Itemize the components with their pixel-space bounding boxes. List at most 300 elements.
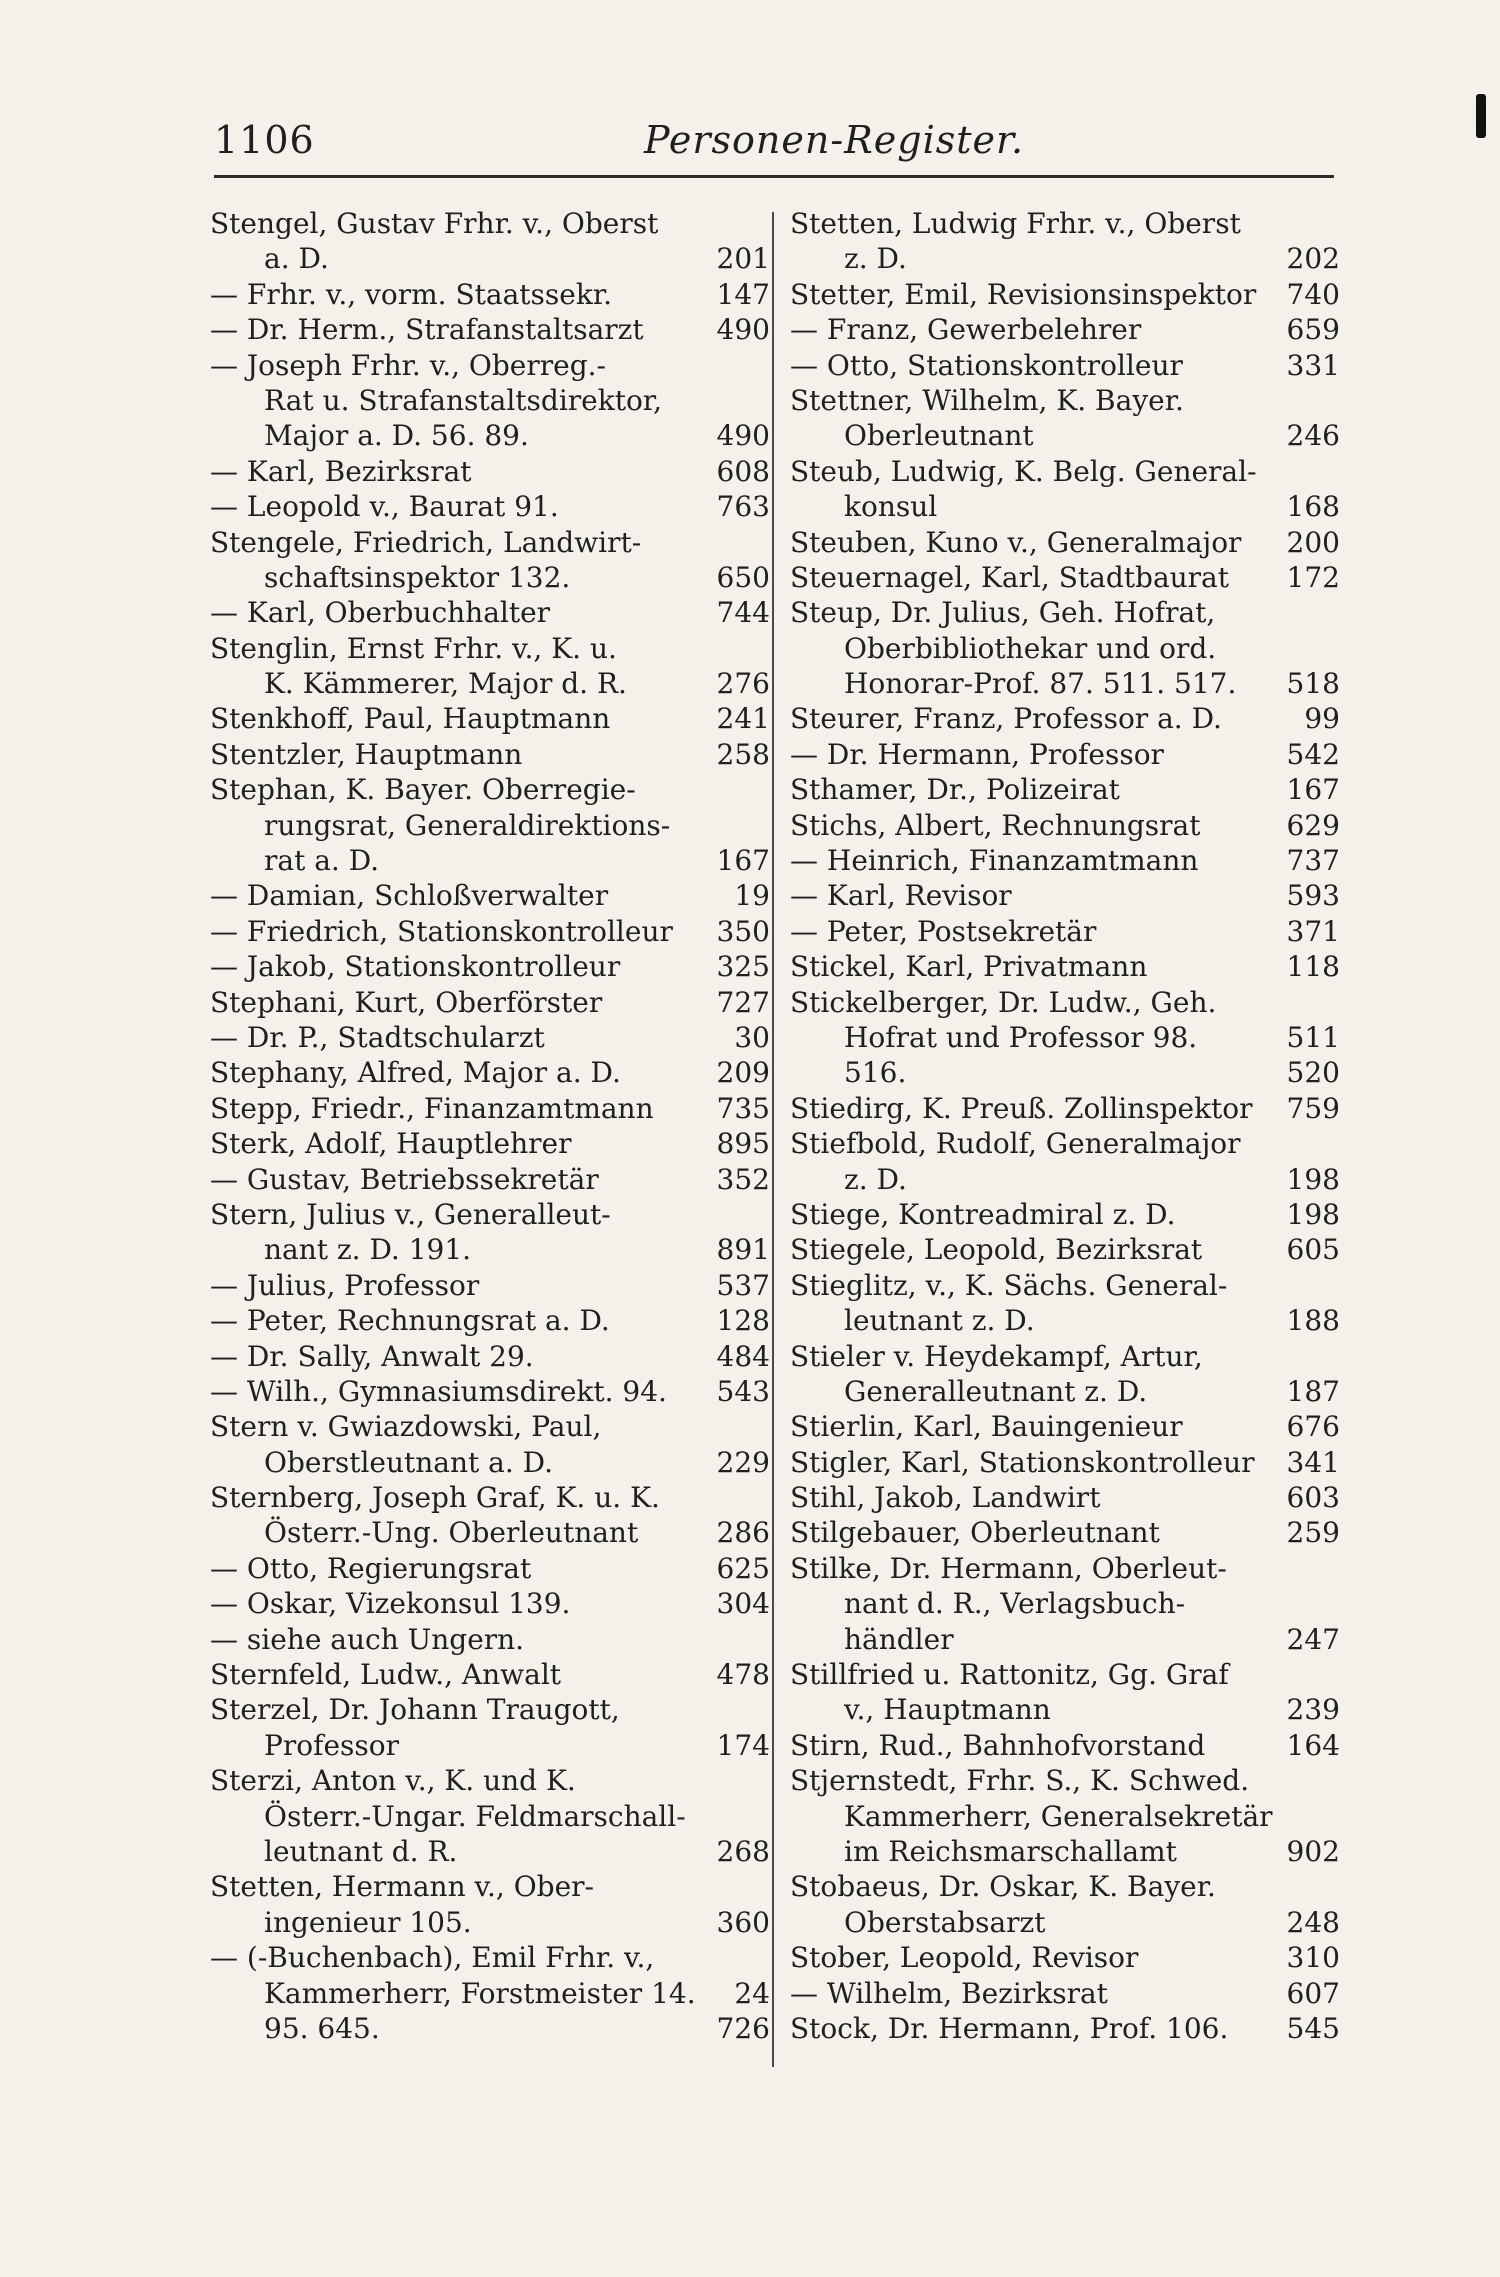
entry-text: Stetten, Hermann v., Ober- — [210, 1870, 594, 1904]
entry-line — [210, 1480, 770, 1515]
index-entry — [210, 1586, 770, 1621]
entry-text: nant d. R., Verlagsbuch- — [844, 1587, 1186, 1621]
entry-text: — Dr. Sally, Anwalt 29. — [210, 1339, 534, 1373]
page-reference: 737 — [1286, 844, 1340, 878]
entry-line — [790, 1162, 1340, 1197]
entry-text: — Wilh., Gymnasiumsdirekt. 94. — [210, 1374, 667, 1408]
entry-text: Stock, Dr. Hermann, Prof. 106. — [790, 2011, 1229, 2045]
index-column-right — [790, 206, 1340, 2046]
page-reference: 174 — [716, 1728, 770, 1762]
page-reference: 187 — [1286, 1374, 1340, 1408]
page-reference: 310 — [1286, 1941, 1340, 1975]
entry-line — [210, 985, 770, 1020]
entry-line — [790, 1551, 1340, 1586]
entry-line — [790, 1905, 1340, 1940]
entry-text: Sthamer, Dr., Polizeirat — [790, 773, 1120, 807]
index-entry — [790, 949, 1340, 984]
page-reference: 19 — [734, 879, 770, 913]
entry-line — [790, 383, 1340, 418]
entry-line — [790, 808, 1340, 843]
index-entry — [210, 914, 770, 949]
entry-line — [790, 1728, 1340, 1763]
entry-text: Oberbibliothekar und ord. — [844, 631, 1217, 665]
entry-line — [790, 1055, 1340, 1090]
page-reference: 902 — [1286, 1834, 1340, 1868]
entry-line — [210, 949, 770, 984]
entry-text: Stern, Julius v., Generalleut- — [210, 1197, 611, 1231]
entry-line — [210, 454, 770, 489]
entry-line — [210, 241, 770, 276]
page-reference: 593 — [1286, 879, 1340, 913]
page-reference: 241 — [716, 702, 770, 736]
entry-text: im Reichsmarschallamt — [844, 1834, 1177, 1868]
index-entry — [790, 1126, 1340, 1197]
page-reference: 360 — [716, 1905, 770, 1939]
entry-text: Stober, Leopold, Revisor — [790, 1941, 1139, 1975]
page-title: Personen-Register. — [644, 118, 1025, 162]
entry-text: Steurer, Franz, Professor a. D. — [790, 702, 1222, 736]
page-reference: 605 — [1286, 1233, 1340, 1267]
page-reference: 543 — [716, 1374, 770, 1408]
entry-line — [210, 1409, 770, 1444]
page-reference: 24 — [734, 1976, 770, 2010]
entry-line — [210, 1126, 770, 1161]
index-entry — [210, 772, 770, 878]
page-reference: 164 — [1286, 1728, 1340, 1762]
page-reference: 201 — [716, 242, 770, 276]
index-entry — [210, 1551, 770, 1586]
entry-text: Stihl, Jakob, Landwirt — [790, 1481, 1101, 1515]
entry-line — [210, 631, 770, 666]
index-entry — [210, 1268, 770, 1303]
entry-text: Oberleutnant — [844, 419, 1034, 453]
entry-line — [210, 1055, 770, 1090]
entry-text: Stephan, K. Bayer. Oberregie- — [210, 773, 636, 807]
entry-text: — Karl, Revisor — [790, 879, 1012, 913]
entry-line — [790, 631, 1340, 666]
page-reference: 118 — [1286, 950, 1340, 984]
entry-line — [210, 312, 770, 347]
entry-line — [790, 1374, 1340, 1409]
entry-line — [790, 418, 1340, 453]
entry-line — [210, 1799, 770, 1834]
entry-text: — Karl, Oberbuchhalter — [210, 596, 551, 630]
page-reference: 246 — [1286, 419, 1340, 453]
page-reference: 172 — [1286, 560, 1340, 594]
entry-line — [790, 454, 1340, 489]
page-reference: 188 — [1286, 1304, 1340, 1338]
page-reference: 607 — [1286, 1976, 1340, 2010]
entry-text: Stieglitz, v., K. Sächs. General- — [790, 1268, 1228, 1302]
entry-text: Stenkhoff, Paul, Hauptmann — [210, 702, 611, 736]
entry-line — [210, 1445, 770, 1480]
page-reference: 248 — [1286, 1905, 1340, 1939]
index-entry — [790, 1869, 1340, 1940]
entry-line — [210, 1728, 770, 1763]
index-entry — [210, 1940, 770, 2046]
index-entry — [210, 1303, 770, 1338]
entry-text: Steub, Ludwig, K. Belg. General- — [790, 454, 1257, 488]
entry-text: — Franz, Gewerbelehrer — [790, 313, 1142, 347]
entry-text: Stetter, Emil, Revisionsinspektor — [790, 277, 1257, 311]
index-entry — [790, 1976, 1340, 2011]
page-reference: 891 — [716, 1233, 770, 1267]
entry-text: konsul — [844, 490, 938, 524]
entry-line — [210, 1586, 770, 1621]
index-entry — [790, 312, 1340, 347]
page-reference: 740 — [1286, 277, 1340, 311]
index-entry — [210, 525, 770, 596]
page-reference: 325 — [716, 950, 770, 984]
entry-line — [790, 1091, 1340, 1126]
entry-line — [210, 595, 770, 630]
entry-line — [210, 1374, 770, 1409]
page-reference: 30 — [734, 1020, 770, 1054]
index-entry — [210, 878, 770, 913]
page-reference: 744 — [716, 596, 770, 630]
page-reference: 629 — [1286, 808, 1340, 842]
index-entry — [790, 348, 1340, 383]
entry-text: a. D. — [264, 242, 329, 276]
page-reference: 268 — [716, 1834, 770, 1868]
page-reference: 331 — [1286, 348, 1340, 382]
entry-line — [790, 489, 1340, 524]
entry-line — [790, 525, 1340, 560]
column-divider — [772, 212, 774, 2067]
entry-line — [790, 1445, 1340, 1480]
entry-text: Stephany, Alfred, Major a. D. — [210, 1056, 621, 1090]
page-reference: 484 — [716, 1339, 770, 1373]
page-reference: 258 — [716, 737, 770, 771]
entry-line — [210, 666, 770, 701]
entry-line — [790, 206, 1340, 241]
index-column-left — [210, 206, 770, 2046]
page-reference: 99 — [1304, 702, 1340, 736]
entry-line — [790, 914, 1340, 949]
page-reference: 895 — [716, 1127, 770, 1161]
page-reference: 167 — [1286, 773, 1340, 807]
entry-text: Stickel, Karl, Privatmann — [790, 950, 1148, 984]
page-reference: 202 — [1286, 242, 1340, 276]
edge-mark — [1476, 94, 1486, 138]
page-reference: 147 — [716, 277, 770, 311]
page-reference: 518 — [1286, 667, 1340, 701]
index-entry — [210, 1126, 770, 1161]
index-entry — [210, 1374, 770, 1409]
page-reference: 167 — [716, 844, 770, 878]
page-reference: 511 — [1286, 1020, 1340, 1054]
entry-text: Oberstabsarzt — [844, 1905, 1046, 1939]
index-entry — [790, 383, 1340, 454]
entry-text: — siehe auch Ungern. — [210, 1622, 525, 1656]
entry-text: Stillfried u. Rattonitz, Gg. Graf — [790, 1658, 1229, 1692]
page-reference: 659 — [1286, 313, 1340, 347]
page-reference: 520 — [1286, 1056, 1340, 1090]
entry-line — [790, 1622, 1340, 1657]
index-entry — [790, 772, 1340, 807]
entry-text: Sterzel, Dr. Johann Traugott, — [210, 1693, 620, 1727]
entry-line — [790, 878, 1340, 913]
entry-line — [790, 737, 1340, 772]
page-reference: 603 — [1286, 1481, 1340, 1515]
entry-text: rungsrat, Generaldirektions- — [264, 808, 671, 842]
index-entry — [210, 985, 770, 1020]
entry-text: Stirn, Rud., Bahnhofvorstand — [790, 1728, 1206, 1762]
entry-text: — Joseph Frhr. v., Oberreg.- — [210, 348, 607, 382]
index-entry — [210, 595, 770, 630]
index-entry — [790, 560, 1340, 595]
index-entry — [210, 1869, 770, 1940]
index-entry — [210, 277, 770, 312]
page-header — [214, 118, 1334, 168]
entry-line — [790, 1692, 1340, 1727]
page-reference: 490 — [716, 419, 770, 453]
page-reference: 259 — [1286, 1516, 1340, 1550]
index-entry — [790, 1409, 1340, 1444]
page-reference: 726 — [716, 2011, 770, 2045]
entry-text: — Friedrich, Stationskontrolleur — [210, 914, 673, 948]
index-entry — [790, 1728, 1340, 1763]
index-entry — [790, 1940, 1340, 1975]
entry-text: schaftsinspektor 132. — [264, 560, 571, 594]
entry-line — [210, 843, 770, 878]
entry-text: Sterzi, Anton v., K. und K. — [210, 1764, 576, 1798]
entry-text: — Karl, Bezirksrat — [210, 454, 472, 488]
entry-line — [790, 348, 1340, 383]
entry-text: Stengel, Gustav Frhr. v., Oberst — [210, 207, 659, 240]
entry-line — [210, 1763, 770, 1798]
entry-line — [790, 1515, 1340, 1550]
entry-line — [210, 1268, 770, 1303]
entry-line — [210, 2011, 770, 2046]
entry-text: — Dr. P., Stadtschularzt — [210, 1020, 545, 1054]
index-entry — [210, 1091, 770, 1126]
entry-text: Stern v. Gwiazdowski, Paul, — [210, 1410, 602, 1444]
entry-text: händler — [844, 1622, 954, 1656]
page-reference: 735 — [716, 1091, 770, 1125]
page-reference: 168 — [1286, 490, 1340, 524]
entry-text: leutnant z. D. — [844, 1304, 1035, 1338]
index-entry — [210, 631, 770, 702]
page-reference: 247 — [1286, 1622, 1340, 1656]
index-entry — [790, 1339, 1340, 1410]
entry-line — [790, 1232, 1340, 1267]
index-entry — [790, 1445, 1340, 1480]
index-entry — [790, 1268, 1340, 1339]
page-reference: 239 — [1286, 1693, 1340, 1727]
index-entry — [790, 2011, 1340, 2046]
index-entry — [790, 985, 1340, 1091]
entry-text: 516. — [844, 1056, 907, 1090]
page-reference: 478 — [716, 1658, 770, 1692]
entry-line — [790, 312, 1340, 347]
entry-text: — Otto, Stationskontrolleur — [790, 348, 1183, 382]
entry-line — [210, 1869, 770, 1904]
entry-text: Stigler, Karl, Stationskontrolleur — [790, 1445, 1255, 1479]
entry-line — [790, 701, 1340, 736]
entry-text: Stiedirg, K. Preuß. Zollinspektor — [790, 1091, 1253, 1125]
index-entry — [790, 1197, 1340, 1232]
index-entry — [790, 914, 1340, 949]
index-entry — [790, 454, 1340, 525]
index-entry — [210, 206, 770, 277]
entry-line — [210, 277, 770, 312]
entry-line — [790, 1940, 1340, 1975]
page-reference: 542 — [1286, 737, 1340, 771]
entry-text: Hofrat und Professor 98. — [844, 1020, 1198, 1054]
entry-line — [210, 1303, 770, 1338]
entry-text: Stobaeus, Dr. Oskar, K. Bayer. — [790, 1870, 1216, 1904]
entry-line — [210, 1940, 770, 1975]
entry-text: Stetten, Ludwig Frhr. v., Oberst — [790, 207, 1241, 240]
entry-text: Österr.-Ung. Oberleutnant — [264, 1516, 639, 1550]
page-reference: 286 — [716, 1516, 770, 1550]
entry-text: Stierlin, Karl, Bauingenieur — [790, 1410, 1183, 1444]
entry-text: Kammerherr, Generalsekretär — [844, 1799, 1273, 1833]
entry-line — [210, 348, 770, 383]
entry-text: Stjernstedt, Frhr. S., K. Schwed. — [790, 1764, 1250, 1798]
index-entry — [210, 1197, 770, 1268]
entry-text: Stickelberger, Dr. Ludw., Geh. — [790, 985, 1217, 1019]
page-reference: 128 — [716, 1304, 770, 1338]
entry-text: Steup, Dr. Julius, Geh. Hofrat, — [790, 596, 1216, 630]
entry-text: — Dr. Hermann, Professor — [790, 737, 1164, 771]
entry-line — [790, 949, 1340, 984]
entry-text: — Julius, Professor — [210, 1268, 480, 1302]
entry-text: Stilgebauer, Oberleutnant — [790, 1516, 1160, 1550]
entry-text: Steuernagel, Karl, Stadtbaurat — [790, 560, 1230, 594]
entry-text: Sternberg, Joseph Graf, K. u. K. — [210, 1481, 660, 1515]
entry-line — [210, 1834, 770, 1869]
page-reference: 608 — [716, 454, 770, 488]
entry-text: — Peter, Rechnungsrat a. D. — [210, 1304, 610, 1338]
index-entry — [210, 312, 770, 347]
entry-text: — Peter, Postsekretär — [790, 914, 1097, 948]
index-entry — [210, 1339, 770, 1374]
entry-text: Generalleutnant z. D. — [844, 1374, 1148, 1408]
index-entry — [210, 489, 770, 524]
entry-line — [210, 1551, 770, 1586]
page-reference: 759 — [1286, 1091, 1340, 1125]
entry-text: Honorar-Prof. 87. 511. 517. — [844, 667, 1237, 701]
page-reference: 198 — [1286, 1197, 1340, 1231]
entry-line — [790, 595, 1340, 630]
index-entry — [210, 701, 770, 736]
page-reference: 276 — [716, 667, 770, 701]
entry-text: Stettner, Wilhelm, K. Bayer. — [790, 383, 1184, 417]
entry-text: Österr.-Ungar. Feldmarschall- — [264, 1799, 686, 1833]
index-entry — [790, 737, 1340, 772]
entry-line — [210, 418, 770, 453]
index-entry — [210, 737, 770, 772]
index-entry — [790, 1551, 1340, 1657]
entry-line — [790, 1126, 1340, 1161]
entry-text: Stiegele, Leopold, Bezirksrat — [790, 1233, 1203, 1267]
entry-line — [210, 1692, 770, 1727]
page-reference: 198 — [1286, 1162, 1340, 1196]
entry-text: ingenieur 105. — [264, 1905, 472, 1939]
entry-text: v., Hauptmann — [844, 1693, 1051, 1727]
index-entry — [790, 595, 1340, 701]
page-reference: 490 — [716, 313, 770, 347]
entry-line — [790, 241, 1340, 276]
entry-text: Stiefbold, Rudolf, Generalmajor — [790, 1127, 1241, 1161]
entry-text: — Wilhelm, Bezirksrat — [790, 1976, 1108, 2010]
index-entry — [790, 701, 1340, 736]
index-entry — [790, 1091, 1340, 1126]
entry-line — [790, 560, 1340, 595]
entry-line — [210, 1091, 770, 1126]
entry-line — [790, 1020, 1340, 1055]
index-entry — [210, 1162, 770, 1197]
entry-line — [210, 1020, 770, 1055]
entry-text: — Otto, Regierungsrat — [210, 1551, 532, 1585]
entry-text: Stengele, Friedrich, Landwirt- — [210, 525, 642, 559]
entry-line — [210, 560, 770, 595]
entry-text: Stenglin, Ernst Frhr. v., K. u. — [210, 631, 617, 665]
entry-line — [210, 489, 770, 524]
page-reference: 625 — [716, 1551, 770, 1585]
header-rule — [214, 175, 1334, 178]
entry-text: — Heinrich, Finanzamtmann — [790, 844, 1199, 878]
entry-line — [210, 1197, 770, 1232]
entry-text: Stepp, Friedr., Finanzamtmann — [210, 1091, 654, 1125]
index-entry — [790, 1763, 1340, 1869]
page-reference: 537 — [716, 1268, 770, 1302]
entry-text: — Frhr. v., vorm. Staatssekr. — [210, 277, 613, 311]
entry-text: Professor — [264, 1728, 399, 1762]
entry-line — [210, 914, 770, 949]
entry-line — [210, 878, 770, 913]
page-reference: 676 — [1286, 1410, 1340, 1444]
entry-text: nant z. D. 191. — [264, 1233, 472, 1267]
entry-line — [210, 206, 770, 241]
index-entry — [790, 525, 1340, 560]
entry-line — [790, 277, 1340, 312]
index-entry — [790, 878, 1340, 913]
entry-text: — Jakob, Stationskontrolleur — [210, 950, 621, 984]
index-entry — [210, 1763, 770, 1869]
entry-line — [210, 772, 770, 807]
entry-line — [210, 808, 770, 843]
page-reference: 200 — [1286, 525, 1340, 559]
entry-text: Stentzler, Hauptmann — [210, 737, 523, 771]
entry-line — [790, 1799, 1340, 1834]
page-reference: 650 — [716, 560, 770, 594]
entry-line — [210, 383, 770, 418]
entry-text: z. D. — [844, 1162, 907, 1196]
entry-text: leutnant d. R. — [264, 1834, 458, 1868]
index-entry — [210, 1020, 770, 1055]
entry-line — [790, 1268, 1340, 1303]
entry-text: — Dr. Herm., Strafanstaltsarzt — [210, 313, 644, 347]
entry-line — [790, 1976, 1340, 2011]
entry-line — [790, 1834, 1340, 1869]
page-reference: 545 — [1286, 2011, 1340, 2045]
entry-line — [790, 1480, 1340, 1515]
entry-line — [790, 985, 1340, 1020]
page-reference: 352 — [716, 1162, 770, 1196]
entry-line — [790, 1869, 1340, 1904]
entry-line — [210, 1622, 770, 1657]
entry-text: Stephani, Kurt, Oberförster — [210, 985, 603, 1019]
page-reference: 304 — [716, 1587, 770, 1621]
page-reference: 229 — [716, 1445, 770, 1479]
entry-line — [210, 737, 770, 772]
entry-line — [790, 1339, 1340, 1374]
index-entry — [210, 1055, 770, 1090]
page-reference: 727 — [716, 985, 770, 1019]
